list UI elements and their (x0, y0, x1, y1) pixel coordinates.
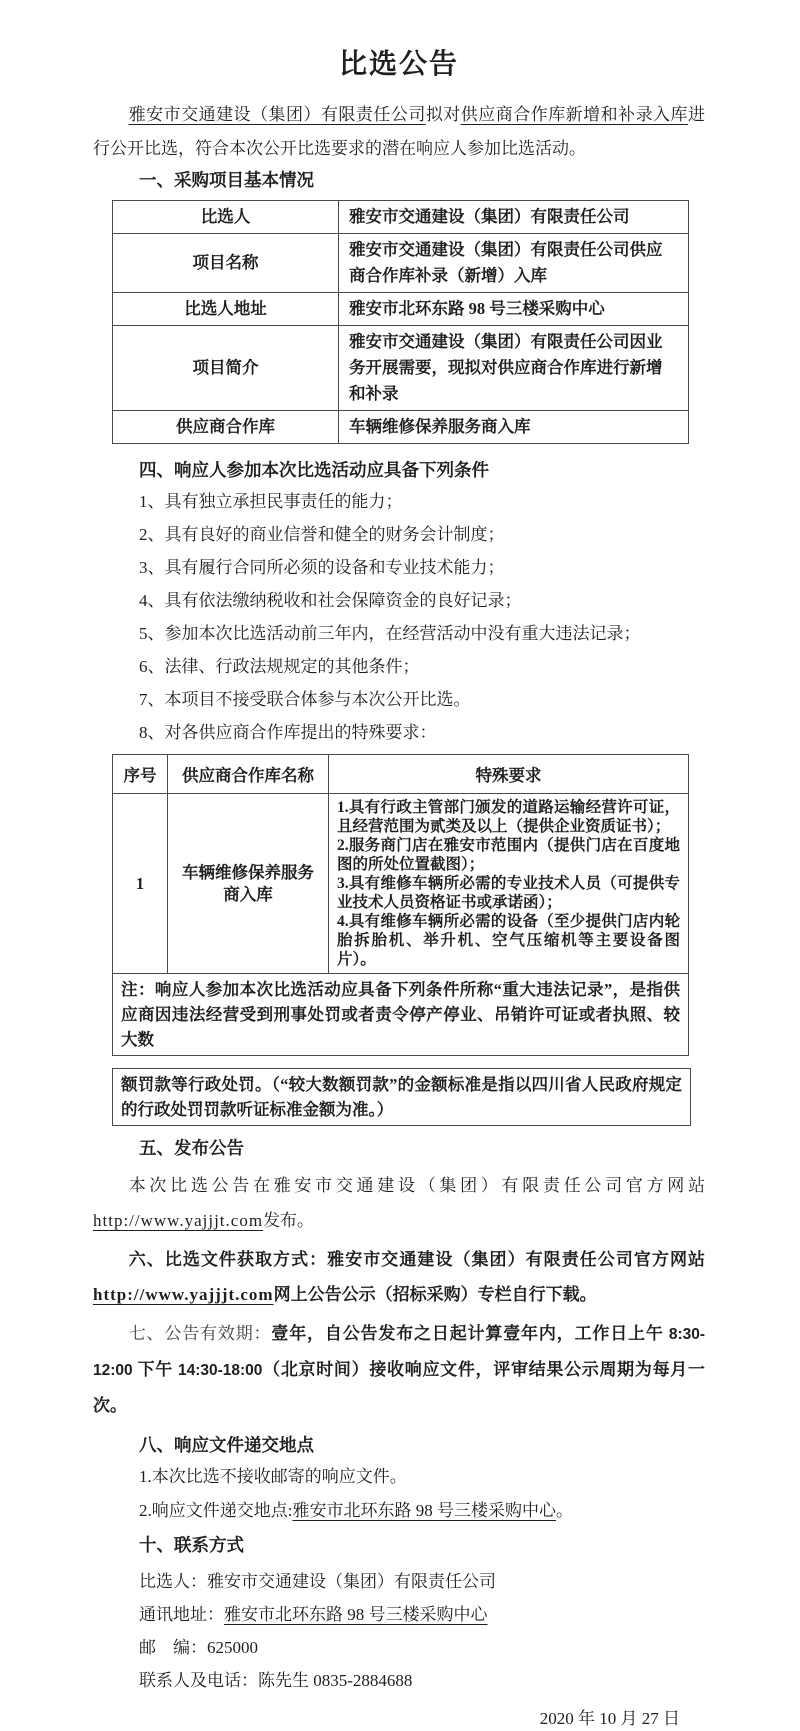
intro-scope-underlined: 供应商合作库新增和补录入库 (460, 105, 689, 124)
note-continued-box (112, 1068, 691, 1126)
requirement-item: 3.具有维修车辆所必需的专业技术人员（可提供专业技术人员资格证书或承诺函）； (337, 875, 680, 911)
row-label: 比选人地址 (113, 293, 339, 326)
obtain-prefix: 六、比选文件获取方式：雅安市交通建设（集团）有限责任公司官方网站 (128, 1250, 705, 1269)
delivery-address-label: 2.响应文件递交地点: (139, 1501, 293, 1520)
website-link[interactable]: http://www.yajjjt.com (93, 1211, 264, 1230)
delivery-address: 雅安市北环东路 98 号三楼采购中心 (292, 1501, 556, 1520)
validity-label: 七、公告有效期： (128, 1324, 272, 1343)
table-row (113, 326, 689, 411)
delivery-address-suffix: 。 (555, 1501, 573, 1520)
table-row (113, 201, 689, 234)
condition-item: 8、对各供应商合作库提出的特殊要求： (139, 723, 437, 742)
row-value: 雅安市交通建设（集团）有限责任公司因业务开展需要，现拟对供应商合作库进行新增和补录 (339, 326, 689, 411)
requirement-item: 1.具有行政主管部门颁发的道路运输经营许可证，且经营范围为贰类及以上（提供企业资质证书）； (337, 799, 680, 835)
contact-person-phone: 联系人及电话：陈先生 0835-2884688 (139, 1671, 413, 1690)
row-value: 车辆维修保养服务商入库 (339, 411, 689, 444)
requirement-item: 4.具有维修车辆所必需的设备（至少提供门店内轮胎拆胎机、举升机、空气压缩机等主要设备图片）。 (337, 913, 680, 968)
requirements-cell (329, 794, 689, 974)
page-title: 比选公告 (338, 49, 459, 80)
morning-hours: 8:30-12:00 (93, 1326, 706, 1379)
column-header-requirements: 特殊要求 (329, 755, 689, 794)
table-row (113, 411, 689, 444)
row-value: 雅安市交通建设（集团）有限责任公司供应商合作库补录（新增）入库 (339, 234, 689, 293)
table-header-row (113, 755, 689, 794)
note-text: 注：响应人参加本次比选活动应具备下列条件所称“重大违法记录”，是指供应商因违法经营受到刑事处罚或者责令停产停业、吊销许可证或者执照、较大数 (113, 974, 689, 1056)
table-row (113, 234, 689, 293)
section10-heading: 十、联系方式 (139, 1535, 244, 1555)
basic-info-table (112, 200, 689, 444)
condition-item: 3、具有履行合同所必须的设备和专业技术能力； (139, 558, 505, 577)
contact-address-value: 雅安市北环东路 98 号三楼采购中心 (224, 1605, 488, 1624)
validity-part1: 壹年，自公告发布之日起计算壹年内，工作日上午 (271, 1324, 669, 1343)
table-note-row (113, 974, 689, 1056)
afternoon-hours: 14:30-18:00 (177, 1362, 263, 1379)
publish-text-before: 本次比选公告在雅安市交通建设（集团）有限责任公司官方网站 (128, 1176, 705, 1195)
row-label: 项目名称 (113, 234, 339, 293)
special-requirements-table (112, 754, 689, 1056)
requirement-item: 2.服务商门店在雅安市范围内（提供门店在百度地图的所处位置截图）； (337, 837, 680, 873)
column-header-no: 序号 (113, 755, 168, 794)
row-label: 项目简介 (113, 326, 339, 411)
obtain-documents-paragraph (93, 1242, 705, 1312)
website-link[interactable]: http://www.yajjjt.com (93, 1285, 274, 1304)
condition-item: 5、参加本次比选活动前三年内，在经营活动中没有重大违法记录； (139, 624, 641, 643)
publish-text-after: 发布。 (263, 1211, 315, 1230)
validity-paragraph (93, 1316, 705, 1423)
delivery-item: 1.本次比选不接收邮寄的响应文件。 (139, 1467, 407, 1486)
publish-paragraph (93, 1168, 705, 1238)
obtain-suffix: 网上公告公示（招标采购）专栏自行下载。 (273, 1285, 597, 1304)
contact-selector: 比选人：雅安市交通建设（集团）有限责任公司 (139, 1572, 496, 1591)
row-label: 供应商合作库 (113, 411, 339, 444)
validity-mid: 下午 (132, 1360, 178, 1379)
intro-company-underlined: 雅安市交通建设（集团）有限责任公司 (128, 105, 426, 124)
condition-item: 6、法律、行政法规规定的其他条件； (139, 657, 420, 676)
intro-rest-text: 进行公开比选，符合本次公开比选要求的潜在响应人参加比选活动。 (93, 105, 706, 158)
row-number: 1 (113, 794, 168, 974)
row-label: 比选人 (113, 201, 339, 234)
condition-item: 1、具有独立承担民事责任的能力； (139, 492, 403, 511)
condition-item: 2、具有良好的商业信誉和健全的财务会计制度； (139, 525, 505, 544)
supplier-pool-name: 车辆维修保养服务商入库 (168, 794, 329, 974)
row-value: 雅安市交通建设（集团）有限责任公司 (339, 201, 689, 234)
condition-item: 4、具有依法缴纳税收和社会保障资金的良好记录； (139, 591, 522, 610)
table-row (113, 794, 689, 974)
validity-part2: （北京时间）接收响应文件，评审结果公示周期为每月一次。 (93, 1360, 705, 1415)
contact-address-label: 通讯地址： (139, 1605, 224, 1624)
contact-postcode: 邮 编：625000 (139, 1638, 258, 1657)
section1-heading: 一、采购项目基本情况 (139, 170, 314, 190)
contact-address (93, 1598, 705, 1631)
condition-item: 7、本项目不接受联合体参与本次公开比选。 (139, 690, 471, 709)
section8-heading: 八、响应文件递交地点 (139, 1435, 314, 1455)
intro-paragraph (93, 98, 705, 166)
section4-heading: 四、响应人参加本次比选活动应具备下列条件 (139, 460, 489, 480)
section5-heading: 五、发布公告 (139, 1138, 244, 1158)
note-continued-text: 额罚款等行政处罚。（“较大数额罚款”的金额标准是指以四川省人民政府规定的行政处罚罚款听证标准金额为准。） (121, 1075, 682, 1119)
column-header-name: 供应商合作库名称 (168, 755, 329, 794)
table-row (113, 293, 689, 326)
document-date: 2020 年 10 月 27 日 (539, 1709, 680, 1728)
row-value: 雅安市北环东路 98 号三楼采购中心 (339, 293, 689, 326)
delivery-item (93, 1499, 705, 1523)
intro-mid-text: 拟对 (425, 105, 461, 124)
